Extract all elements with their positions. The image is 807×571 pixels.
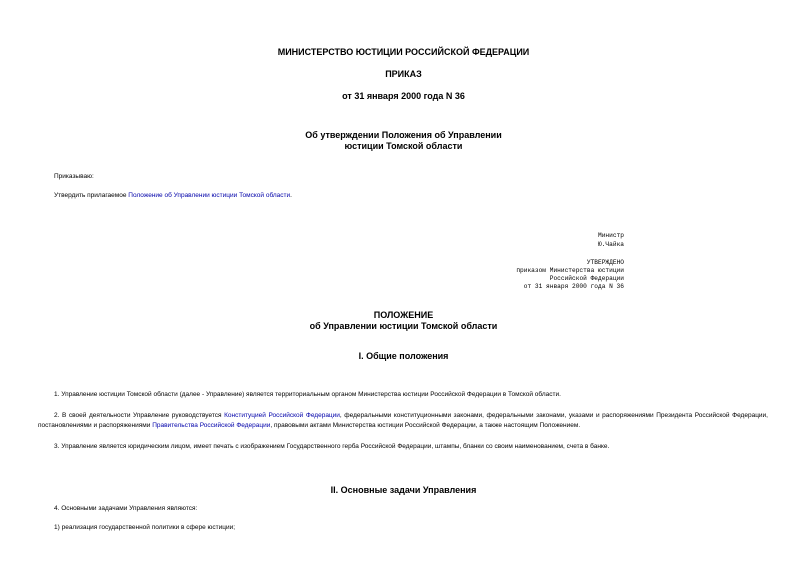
doc-title-line2: юстиции Томской области — [344, 141, 463, 151]
doc-date-number: от 31 января 2000 года N 36 — [342, 91, 465, 101]
order-approve-prefix: Утвердить прилагаемое — [54, 192, 129, 199]
approval-stamp-line1: УТВЕРЖДЕНО — [586, 259, 624, 266]
section1-title: I. Общие положения — [358, 351, 449, 361]
paragraph-2-mid: , федеральными конституционными законами, федеральными законами, указами и распоряжениями Президента Российской Федерации, постановлениями и распоряжениями — [38, 412, 768, 429]
doc-type-heading: ПРИКАЗ — [385, 69, 422, 79]
signature-position: Министр — [598, 232, 624, 239]
signature-name: Ю.Чайка — [598, 241, 624, 248]
regulation-title: ПОЛОЖЕНИЕ — [373, 310, 434, 320]
constitution-link[interactable]: Конституцией Российской Федерации — [224, 412, 340, 419]
regulation-subtitle: об Управлении юстиции Томской области — [309, 321, 498, 331]
regulation-link[interactable]: Положение об Управлении юстиции Томской области — [128, 192, 291, 199]
order-approve-text — [54, 192, 292, 199]
ministry-heading: МИНИСТЕРСТВО ЮСТИЦИИ РОССИЙСКОЙ ФЕДЕРАЦИИ — [277, 47, 530, 57]
approval-stamp-line2: приказом Министерства юстиции — [516, 267, 624, 274]
paragraph-2-prefix: 2. В своей деятельности Управление руководствуется — [54, 412, 225, 419]
paragraph-2 — [38, 411, 768, 431]
order-approve-suffix: . — [290, 192, 292, 199]
doc-title-line1: Об утверждении Положения об Управлении — [305, 130, 502, 140]
paragraph-4-item-1: 1) реализация государственной политики в сфере юстиции; — [54, 524, 236, 531]
paragraph-3: 3. Управление является юридическим лицом, имеет печать с изображением Государственного герба Российской Федерации, штампы, бланки со своим наименованием, счета в банке. — [54, 443, 610, 450]
paragraph-1: 1. Управление юстиции Томской области (далее - Управление) является территориальным органом Министерства юстиции Российской Федерации в Томской области. — [54, 391, 561, 398]
government-link[interactable]: Правительства Российской Федерации — [152, 422, 271, 429]
paragraph-4: 4. Основными задачами Управления являются: — [54, 505, 198, 512]
approval-stamp-line3: Российской Федерации — [549, 275, 624, 282]
order-intro: Приказываю: — [54, 173, 94, 180]
approval-stamp-line4: от 31 января 2000 года N 36 — [523, 283, 624, 290]
section2-title: II. Основные задачи Управления — [330, 485, 477, 495]
paragraph-2-suffix: , правовыми актами Министерства юстиции Российской Федерации, а также настоящим Положением. — [270, 422, 581, 429]
